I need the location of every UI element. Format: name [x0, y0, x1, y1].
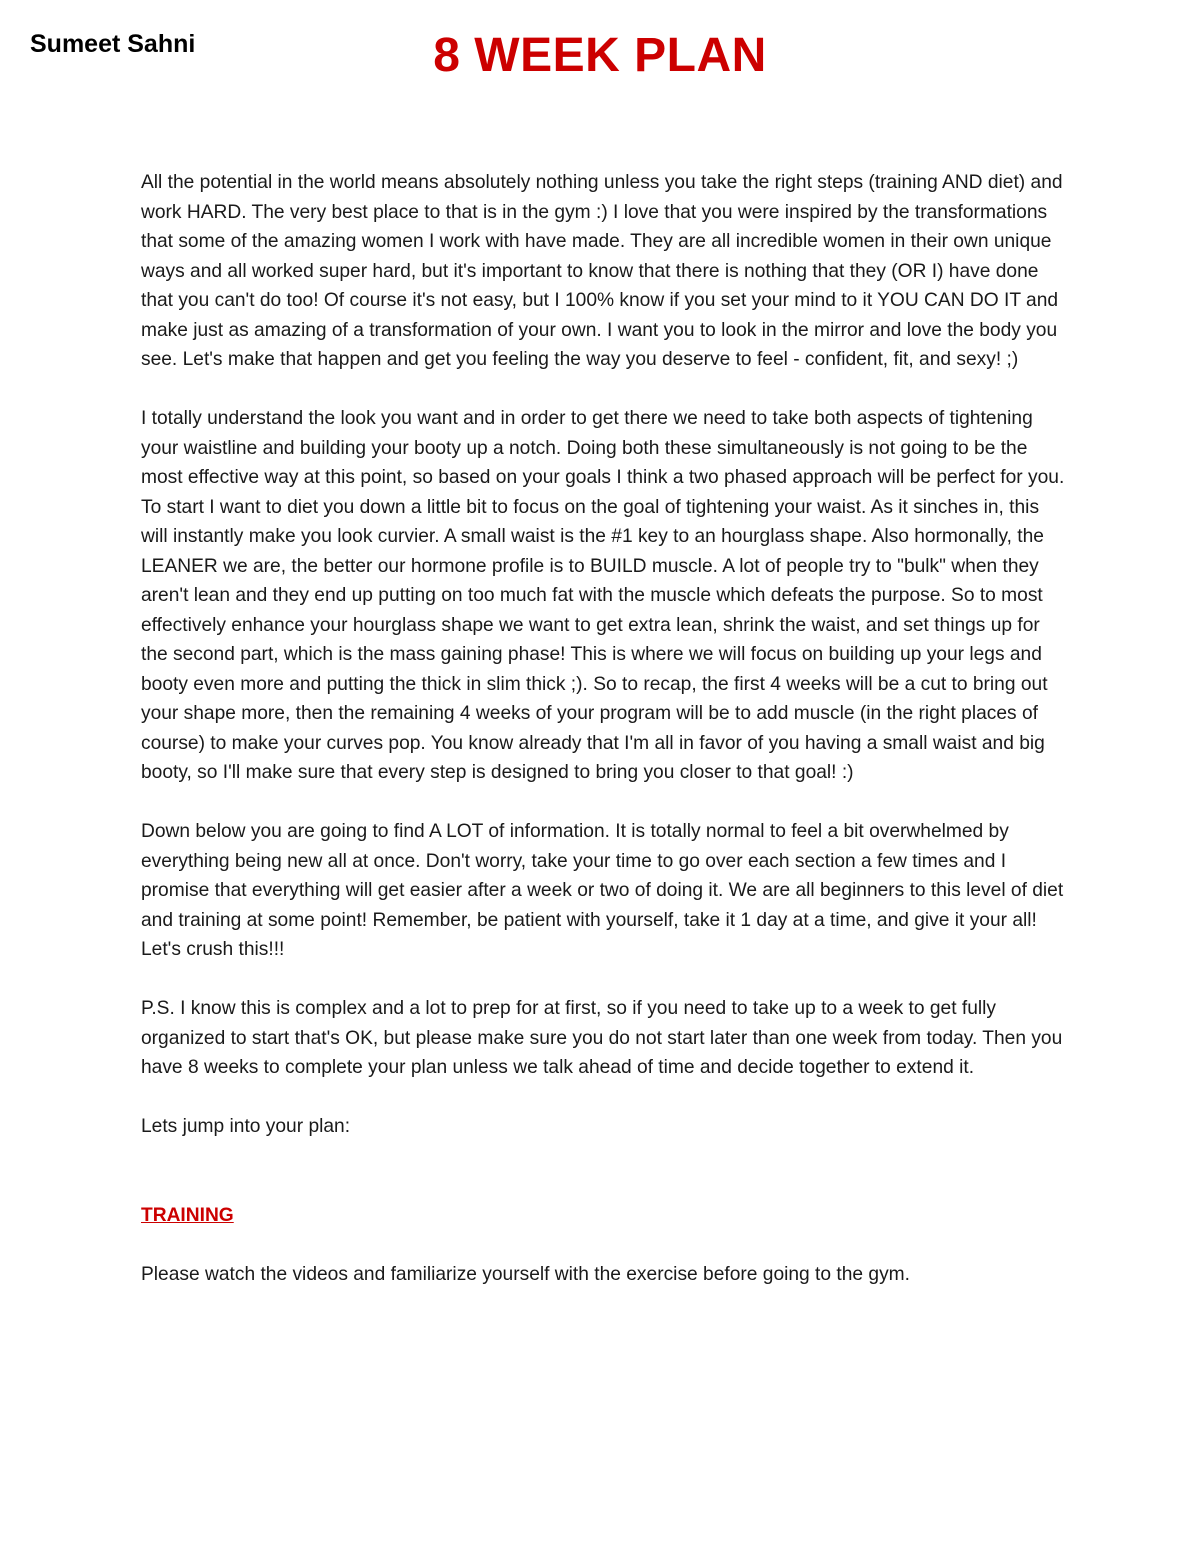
training-heading: TRAINING	[141, 1204, 234, 1226]
ps-paragraph: P.S. I know this is complex and a lot to prep for at first, so if you need to take up to a week to get fully organized to start that's OK, but please make sure you do not start later than one week from today. Then you have 8 weeks to complete your plan unless we talk ahead of time and decide together to extend it.	[141, 998, 1063, 1078]
jump-in-paragraph: Lets jump into your plan:	[141, 1116, 351, 1137]
information-paragraph: Down below you are going to find A LOT of information. It is totally normal to feel a bit overwhelmed by everything being new all at once. Don't worry, take your time to go over each section a few times and I promise that everything will get easier after a week or two of doing it. We are all beginners to this level of diet and training at some point! Remember, be patient with yourself, take it 1 day at a time, and give it your all! Let's crush this!!!	[141, 821, 1064, 960]
intro-paragraph: All the potential in the world means absolutely nothing unless you take the right steps (training AND diet) and work HARD. The very best place to that is in the gym :) I love that you were inspired by the transformations that some of the amazing women I work with have made. They are all incredible women in their own unique ways and all worked super hard, but it's important to know that there is nothing that they (OR I) have done that you can't do too! Of course it's not easy, but I 100% know if you set your mind to it YOU CAN DO IT and make just as amazing of a transformation of your own. I want you to look in the mirror and love the body you see. Let's make that happen and get you feeling the way you deserve to feel - confident, fit, and sexy! ;)	[141, 172, 1063, 370]
author-name: Sumeet Sahni	[30, 30, 196, 58]
approach-paragraph: I totally understand the look you want and in order to get there we need to take both aspects of tightening your waistline and building your booty up a notch. Doing both these simultaneously is not going to be the most effective way at this point, so based on your goals I think a two phased approach will be perfect for you. To start I want to diet you down a little bit to focus on the goal of tightening your waist. As it sinches in, this will instantly make you look curvier. A small waist is the #1 key to an hourglass shape. Also hormonally, the LEANER we are, the better our hormone profile is to BUILD muscle. A lot of people try to "bulk" when they aren't lean and they end up putting on too much fat with the muscle which defeats the purpose. So to most effectively enhance your hourglass shape we want to get extra lean, shrink the waist, and set things up for the second part, which is the mass gaining phase! This is where we will focus on building up your legs and booty even more and putting the thick in slim thick ;). So to recap, the first 4 weeks will be a cut to bring out your shape more, then the remaining 4 weeks of your program will be to add muscle (in the right places of course) to make your curves pop. You know already that I'm all in favor of you having a small waist and big booty, so I'll make sure that every step is designed to bring you closer to that goal! :)	[141, 408, 1065, 783]
page-title: 8 WEEK PLAN	[433, 29, 767, 82]
document-body	[141, 168, 1066, 1319]
training-instructions: Please watch the videos and familiarize yourself with the exercise before going to the gym.	[141, 1263, 910, 1285]
